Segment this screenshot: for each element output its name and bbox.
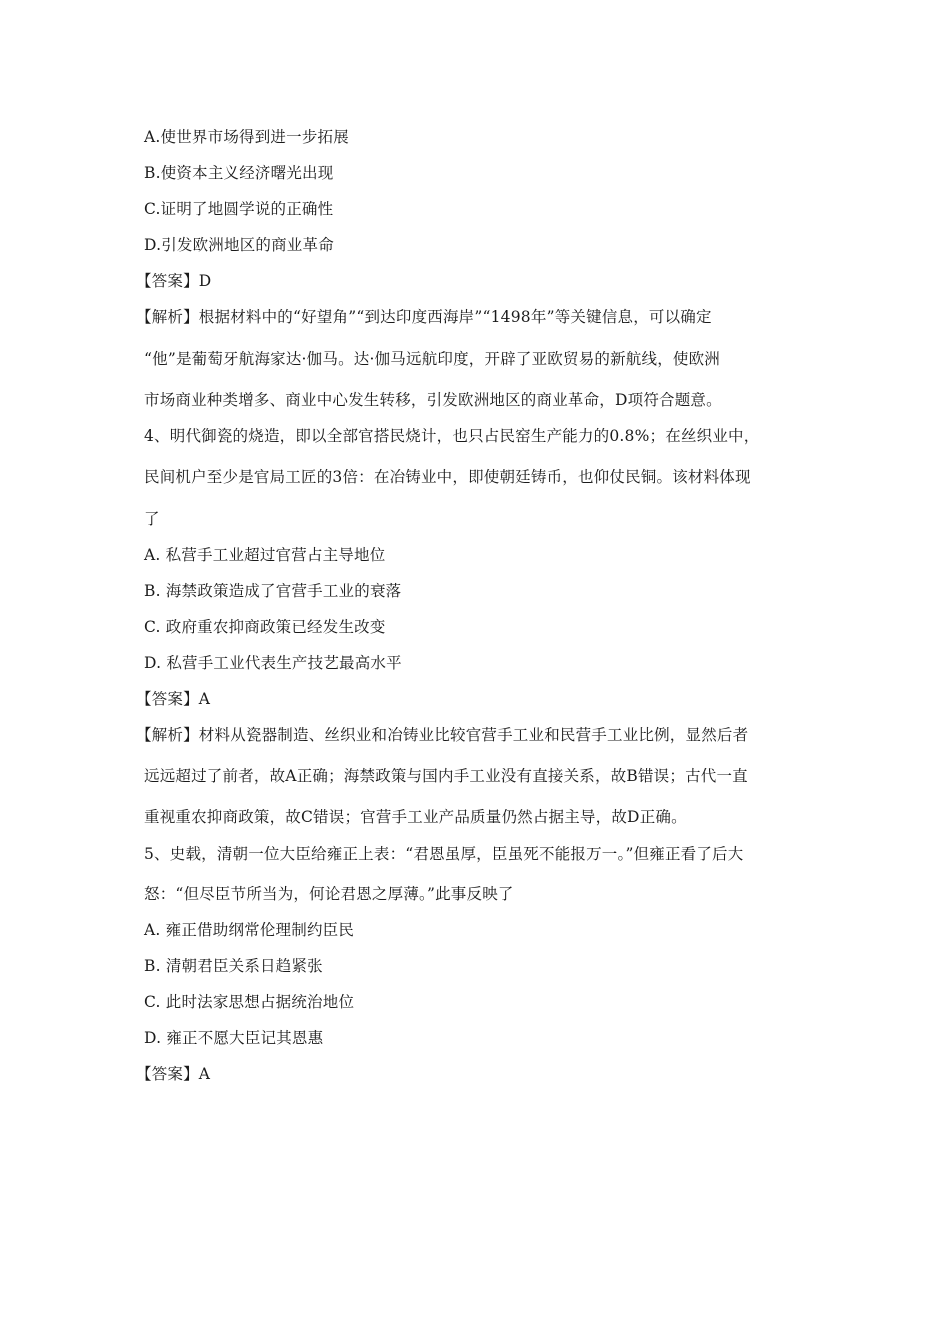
option-c: C. 政府重农抑商政策已经发生改变 [144, 618, 386, 636]
analysis-line: 市场商业种类增多、商业中心发生转移，引发欧洲地区的商业革命，D项符合题意。 [144, 391, 722, 409]
analysis-line: 远远超过了前者，故A正确；海禁政策与国内手工业没有直接关系，故B错误；古代一直 [144, 767, 748, 785]
option-d: D. 雍正不愿大臣记其恩惠 [144, 1029, 324, 1047]
question-stem: 了 [144, 510, 160, 528]
analysis-line: 【解析】材料从瓷器制造、丝织业和冶铸业比较官营手工业和民营手工业比例，显然后者 [136, 726, 749, 744]
analysis-line: 【解析】根据材料中的“好望角”“到达印度西海岸”“1498年”等关键信息，可以确定 [136, 308, 712, 326]
option-a: A. 私营手工业超过官营占主导地位 [144, 546, 386, 564]
answer-label: 【答案】A [136, 1065, 211, 1083]
option-c: C.证明了地圆学说的正确性 [144, 200, 334, 218]
question-stem: 怒：“但尽臣节所当为，何论君恩之厚薄。”此事反映了 [144, 885, 514, 903]
question-stem: 4、明代御瓷的烧造，即以全部官搭民烧计，也只占民窑生产能力的0.8%；在丝织业中， [144, 427, 760, 445]
answer-label: 【答案】A [136, 690, 211, 708]
option-b: B.使资本主义经济曙光出现 [144, 164, 334, 182]
option-a: A. 雍正借助纲常伦理制约臣民 [144, 921, 355, 939]
question-stem: 5、史载，清朝一位大臣给雍正上表：“君恩虽厚，臣虽死不能报万一。”但雍正看了后大 [144, 845, 744, 863]
question-stem: 民间机户至少是官局工匠的3倍：在冶铸业中，即使朝廷铸币，也仰仗民铜。该材料体现 [144, 468, 751, 486]
option-a: A.使世界市场得到进一步拓展 [144, 128, 349, 146]
option-c: C. 此时法家思想占据统治地位 [144, 993, 355, 1011]
answer-label: 【答案】D [136, 272, 212, 290]
option-d: D.引发欧洲地区的商业革命 [144, 236, 334, 254]
option-b: B. 海禁政策造成了官营手工业的衰落 [144, 582, 402, 600]
option-d: D. 私营手工业代表生产技艺最高水平 [144, 654, 402, 672]
analysis-line: “他”是葡萄牙航海家达·伽马。达·伽马远航印度，开辟了亚欧贸易的新航线，使欧洲 [144, 350, 721, 368]
analysis-line: 重视重农抑商政策，故C错误；官营手工业产品质量仍然占据主导，故D正确。 [144, 808, 687, 826]
option-b: B. 清朝君臣关系日趋紧张 [144, 957, 323, 975]
